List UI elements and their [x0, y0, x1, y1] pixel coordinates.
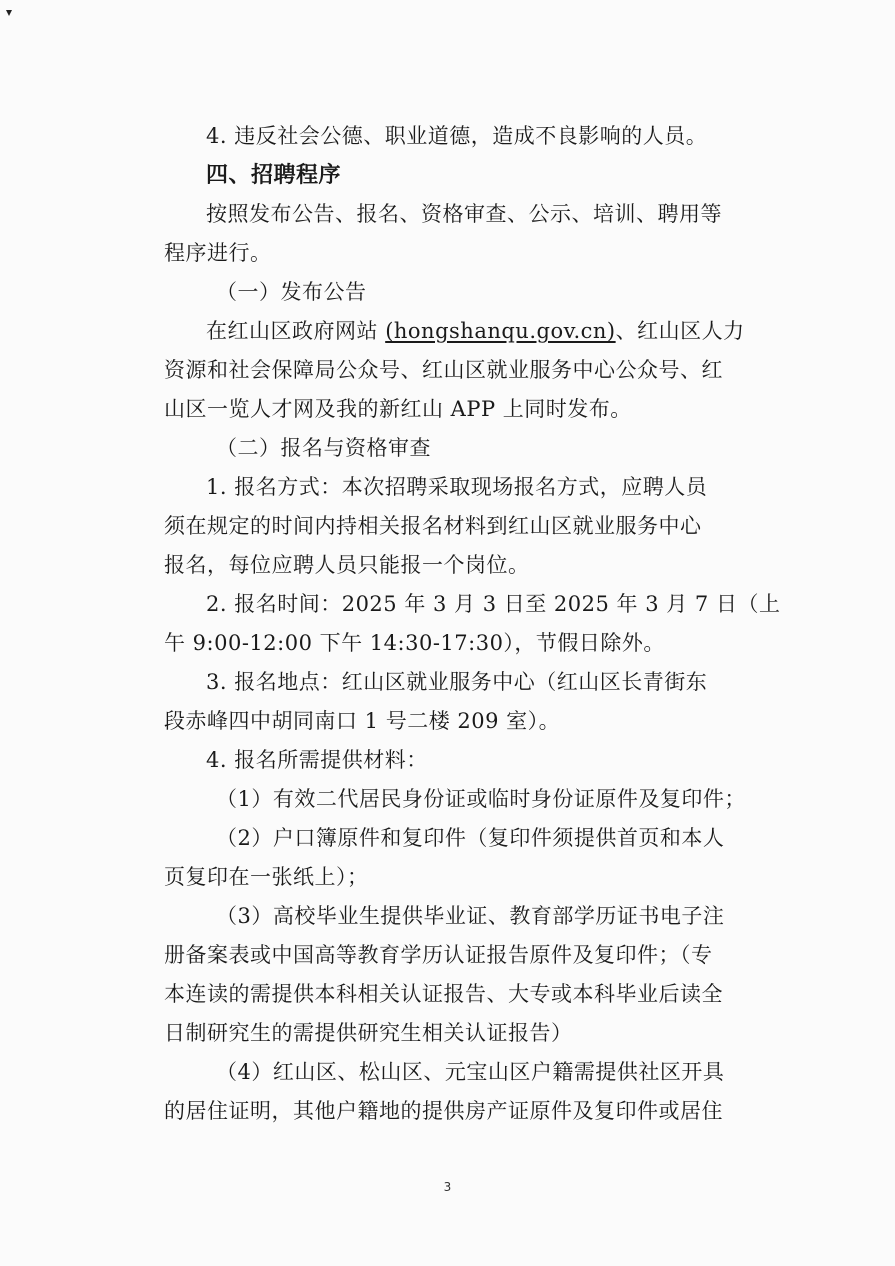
text-line: 段赤峰四中胡同南口 1 号二楼 209 室）。 [164, 709, 561, 733]
text-line: 午 9:00-12:00 下午 14:30-17:30），节假日除外。 [164, 631, 665, 655]
list-item-2: （2）户口簿原件和复印件（复印件须提供首页和本人 [216, 826, 725, 850]
text-line: 1. 报名方式：本次招聘采取现场报名方式，应聘人员 [206, 475, 708, 499]
text-fragment: 、红山区人力 [615, 319, 745, 343]
text-line: 本连读的需提供本科相关认证报告、大专或本科毕业后读全 [164, 982, 723, 1006]
text-line: 程序进行。 [164, 241, 272, 265]
scan-corner-mark [6, 10, 12, 16]
section-heading-recruitment-procedure: 四、招聘程序 [206, 163, 342, 188]
subsection-heading-registration: （二）报名与资格审查 [216, 436, 431, 460]
list-item-3: （3）高校毕业生提供毕业证、教育部学历证书电子注 [216, 904, 725, 928]
website-link[interactable]: (hongshanqu.gov.cn) [385, 319, 616, 343]
subsection-heading-publish-notice: （一）发布公告 [216, 280, 367, 304]
text-line: 须在规定的时间内持相关报名材料到红山区就业服务中心 [164, 514, 702, 538]
text-line-item-4: 4. 违反社会公德、职业道德，造成不良影响的人员。 [206, 124, 708, 148]
text-line-with-url [164, 312, 786, 351]
text-line: 资源和社会保障局公众号、红山区就业服务中心公众号、红 [164, 358, 723, 382]
text-line: 4. 报名所需提供材料： [206, 748, 428, 772]
text-line: 的居住证明，其他户籍地的提供房产证原件及复印件或居住 [164, 1099, 723, 1123]
page-number: 3 [443, 1180, 452, 1194]
list-item-4: （4）红山区、松山区、元宝山区户籍需提供社区开具 [216, 1060, 725, 1084]
text-line: 报名，每位应聘人员只能报一个岗位。 [164, 553, 530, 577]
list-item-1: （1）有效二代居民身份证或临时身份证原件及复印件； [216, 787, 746, 811]
text-line: 3. 报名地点：红山区就业服务中心（红山区长青街东 [206, 670, 708, 694]
text-line: 册备案表或中国高等教育学历认证报告原件及复印件；（专 [164, 943, 713, 967]
document-body [164, 117, 786, 1131]
text-line: 页复印在一张纸上）； [164, 865, 369, 889]
text-line: 山区一览人才网及我的新红山 APP 上同时发布。 [164, 397, 632, 421]
text-line: 日制研究生的需提供研究生相关认证报告） [164, 1021, 573, 1045]
text-line: 2. 报名时间：2025 年 3 月 3 日至 2025 年 3 月 7 日（上 [206, 592, 781, 616]
text-line: 按照发布公告、报名、资格审查、公示、培训、聘用等 [206, 202, 722, 226]
text-fragment: 在红山区政府网站 [206, 319, 386, 343]
